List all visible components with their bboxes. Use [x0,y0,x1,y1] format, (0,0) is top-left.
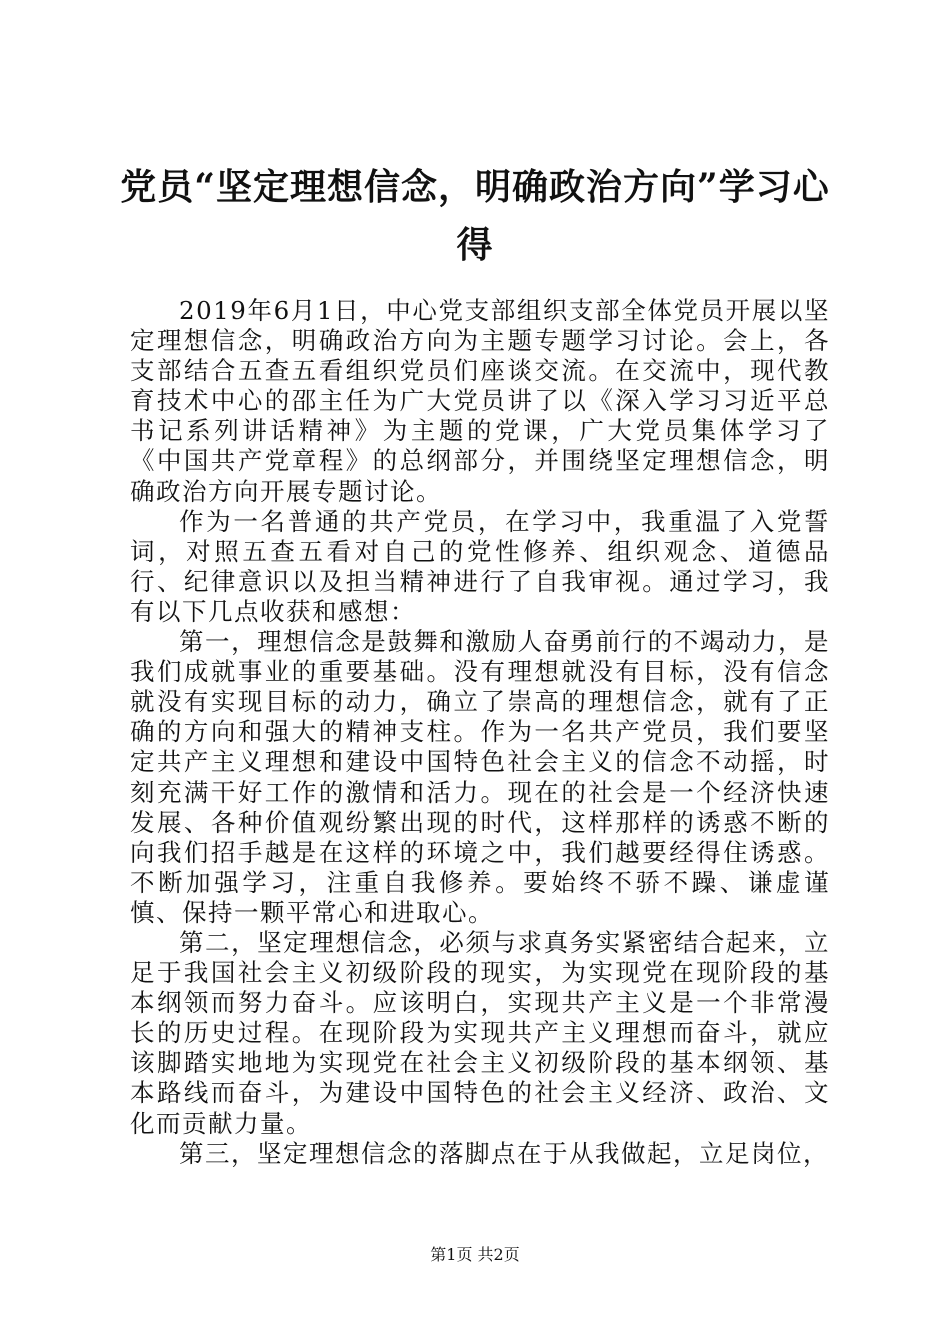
paragraph-5: 第三，坚定理想信念的落脚点在于从我做起，立足岗位， [179,1138,829,1168]
paragraph-3: 第一，理想信念是鼓舞和激励人奋勇前行的不竭动力，是我们成就事业的重要基础。没有理想就没有目标，没有信念就没有实现目标的动力，确立了崇高的理想信念，就有了正确的方向和强大的精神支柱。作为一名共产党员，我们要坚定共产主义理想和建设中国特色社会主义的信念不动摇，时刻充满干好工作的激情和活力。现在的社会是一个经济快速发展、各种价值观纷繁出现的时代，这样那样的诱惑不断的向我们招手越是在这样的环境之中，我们越要经得住诱惑。不断加强学习，注重自我修养。要始终不骄不躁、谦虚谨慎、保持一颗平常心和进取心。 [130,627,830,927]
paragraph-4: 第二，坚定理想信念，必须与求真务实紧密结合起来，立足于我国社会主义初级阶段的现实，为实现党在现阶段的基本纲领而努力奋斗。应该明白，实现共产主义是一个非常漫长的历史过程。在现阶段为实现共产主义理想而奋斗，就应该脚踏实地地为实现党在社会主义初级阶段的基本纲领、基本路线而奋斗，为建设中国特色的社会主义经济、政治、文化而贡献力量。 [130,927,830,1138]
paragraph-2: 作为一名普通的共产党员，在学习中，我重温了入党誓词，对照五查五看对自己的党性修养、组织观念、道德品行、纪律意识以及担当精神进行了自我审视。通过学习，我有以下几点收获和感想： [130,506,830,626]
paragraph-1: 2019年6月1日，中心党支部组织支部全体党员开展以坚定理想信念，明确政治方向为主题专题学习讨论。会上，各支部结合五查五看组织党员们座谈交流。在交流中，现代教育技术中心的邵主任为广大党员讲了以《深入学习习近平总书记系列讲话精神》为主题的党课，广大党员集体学习了《中国共产党章程》的总纲部分，并围绕坚定理想信念，明确政治方向开展专题讨论。 [130,296,830,506]
document-body [130,296,830,1169]
document-title: 党员“坚定理想信念，明确政治方向”学习心得 [120,166,830,266]
page-footer: 第1页 共2页 [430,1245,520,1264]
